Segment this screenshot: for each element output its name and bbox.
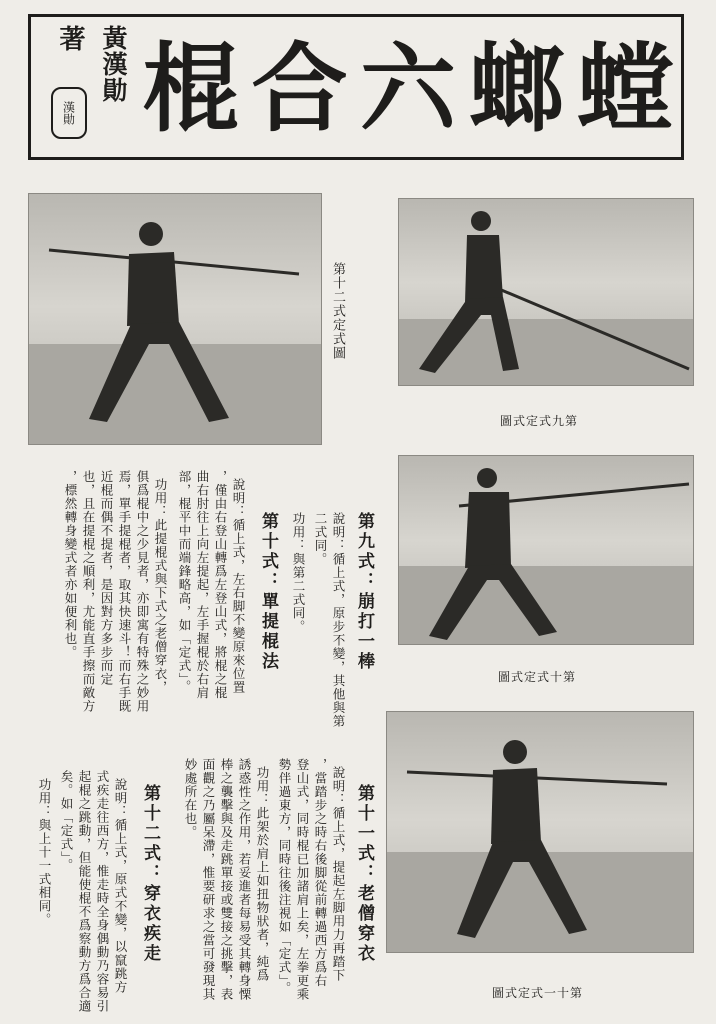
section-line: 功用：此架於肩上如扭物狀者，純爲	[255, 766, 270, 982]
section-line: 面觀之乃屬呆滯，惟要研求之當可發現其	[201, 758, 216, 1001]
martial-artist-figure	[399, 456, 693, 644]
martial-artist-figure	[29, 194, 321, 444]
photo-figure-10	[398, 455, 694, 645]
section-line: ，當踏步之時右後脚從前轉過西方爲右	[313, 758, 328, 988]
section-line: 曲右肘往上向左提起，左手握棍於右肩	[195, 470, 210, 700]
section-heading: 第九式：崩打一棒	[354, 512, 374, 672]
section-line: 矣。如「定式」。	[59, 770, 74, 872]
section-line: 起棍之跳動，但能使棍不爲察動方爲合適	[77, 770, 92, 1013]
martial-artist-figure	[387, 712, 693, 952]
author-name: 黃漢勛	[99, 25, 128, 103]
caption-figure-10: 圖式定式十第	[498, 670, 577, 684]
title-banner	[28, 14, 684, 160]
title-char: 合	[251, 32, 348, 145]
title-char: 六	[360, 32, 456, 145]
page-title	[143, 31, 673, 147]
section-line: ，僅由右登山轉爲左登山式，將棍之棍	[213, 470, 228, 700]
section-heading: 第十二式：穿衣疾走	[140, 784, 160, 964]
title-char: 棍	[143, 32, 239, 145]
section-line: 式疾走往西方，惟走時全身偶動乃容易引	[95, 770, 110, 1013]
section-line: 俱爲棍中之少見者，亦即寓有特殊之妙用	[135, 470, 150, 713]
section-line: 說明：循上式，原步不變，其他與第	[331, 512, 346, 728]
photo-figure-9	[398, 198, 694, 386]
section-line: 誘惑性之作用，若妥進者每易受其轉身慄	[237, 758, 252, 1001]
section-line: 也，且在提棍之順利，尤能直手擦而敵方	[81, 470, 96, 713]
section-line: 部，棍平中而端鋒略高，如「定式」。	[177, 470, 192, 694]
section-line: 二式同。	[313, 512, 328, 566]
section-line: 功用：與第二式同。	[291, 512, 306, 634]
section-line: 棒之襲擊與及走跳單接或雙接之挑擊，表	[219, 758, 234, 1001]
section-line: 說明：循上式，左右脚不變原來位置	[231, 478, 246, 694]
section-line: 近棍而偶不提者，是因對方多步而定	[99, 470, 114, 686]
title-char: 螂	[468, 32, 565, 145]
section-line: 說明：循上式，原式不變，以竄跳方	[113, 778, 128, 994]
section-line: 功用：此提棍式與下式之老僧穿衣，	[153, 478, 168, 694]
section-line: 登山式，同時棍已加諸肩上矣，左拳更乘	[295, 758, 310, 1001]
author-seal: 漢勛	[51, 87, 87, 139]
caption-figure-9: 圖式定式九第	[500, 414, 579, 428]
caption-figure-12: 第十二式定式圖	[330, 262, 345, 360]
martial-artist-figure	[399, 199, 693, 385]
title-char: 螳	[577, 32, 673, 145]
photo-figure-12	[28, 193, 322, 445]
section-line: 功用：與上十一式相同。	[37, 778, 52, 927]
section-heading: 第十一式：老僧穿衣	[354, 784, 374, 964]
section-line: 說明：循上式，提起左脚用力再踏下	[331, 766, 346, 982]
author-suffix: 著	[55, 25, 85, 51]
section-line: ，標然轉身變式者亦如便利也。	[63, 470, 78, 659]
section-heading: 第十式：單提棍法	[258, 512, 278, 672]
section-line: 妙處所在也。	[183, 758, 198, 839]
section-line: 焉，單手提棍者，取其快速斗！而右手既	[117, 470, 132, 713]
caption-figure-11: 圖式定式一十第	[492, 986, 584, 1000]
photo-figure-11	[386, 711, 694, 953]
section-line: 勢伴過東方，同時往後注視如「定式」。	[277, 758, 292, 995]
